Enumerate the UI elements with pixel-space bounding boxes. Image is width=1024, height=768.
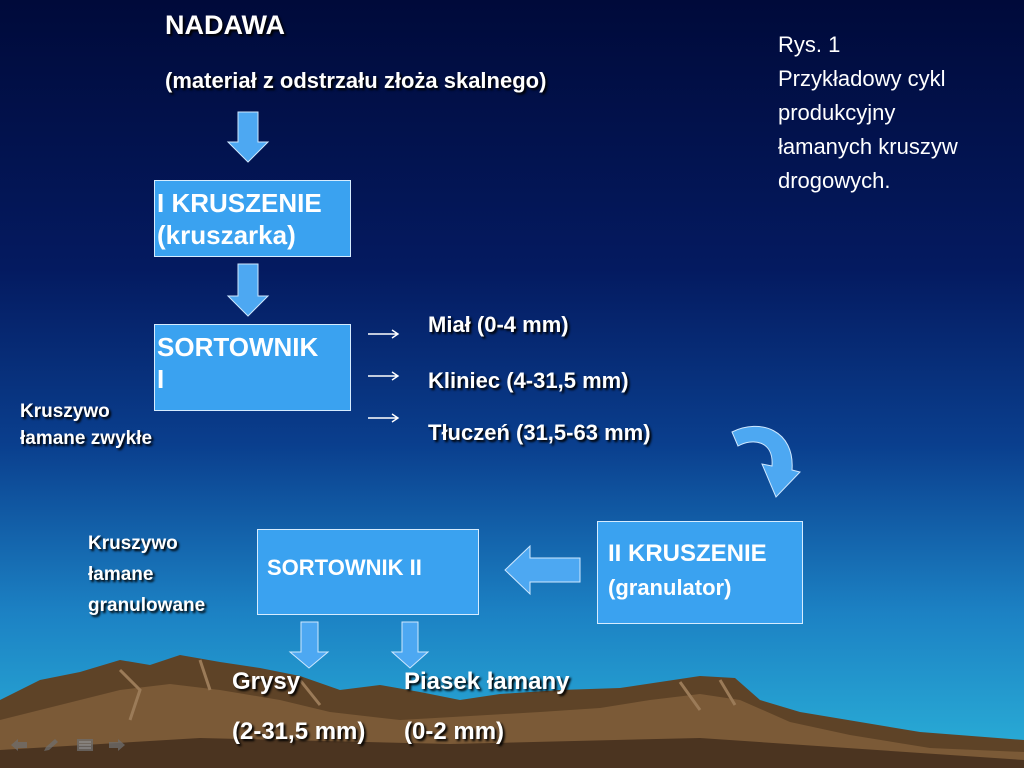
crushing-2-title: II KRUSZENIE — [608, 540, 767, 567]
arrow-left-icon[interactable] — [10, 738, 28, 752]
thin-arrow-tluczen — [368, 414, 398, 422]
crushing-2-subtitle: (granulator) — [608, 575, 732, 600]
label-line: Kruszywo — [88, 533, 178, 554]
crushing-1-title: I KRUSZENIE — [157, 188, 322, 218]
label-line: łamane — [88, 564, 154, 585]
crushing-2-box — [597, 521, 803, 624]
crushing-1-subtitle: (kruszarka) — [157, 220, 296, 250]
crushing-1-box — [154, 180, 351, 257]
output-kliniec: Kliniec (4-31,5 mm) — [428, 368, 629, 393]
curved-arrow — [732, 426, 800, 497]
caption-line: Rys. 1 — [778, 32, 841, 57]
caption-line: łamanych kruszyw — [778, 134, 958, 159]
output-tluczen: Tłuczeń (31,5-63 mm) — [428, 420, 651, 445]
page-title: NADAWA — [165, 10, 285, 40]
thin-arrow-mial — [368, 330, 398, 338]
label-ordinary-aggregate — [20, 398, 152, 452]
sorter-1-title: SORTOWNIK — [157, 332, 319, 362]
down-arrow-nadawa — [228, 112, 268, 162]
down-arrow-crush1 — [228, 264, 268, 316]
caption-line: Przykładowy cykl — [778, 66, 946, 91]
label-granulated-aggregate — [88, 528, 205, 621]
label-line: granulowane — [88, 595, 206, 616]
thin-arrow-kliniec — [368, 372, 398, 380]
menu-icon[interactable] — [76, 738, 94, 752]
pen-icon[interactable] — [42, 738, 60, 752]
sorter-2-title: SORTOWNIK II — [267, 555, 422, 580]
output-mial: Miał (0-4 mm) — [428, 312, 569, 337]
product-grysy-range: (2-31,5 mm) — [232, 718, 366, 745]
left-arrow-crush2 — [505, 546, 580, 594]
down-arrow-piasek — [392, 622, 428, 668]
product-grysy: Grysy — [232, 668, 301, 695]
figure-caption — [778, 28, 958, 198]
arrow-right-icon[interactable] — [108, 738, 126, 752]
product-piasek-range: (0-2 mm) — [404, 718, 505, 745]
caption-line: produkcyjny — [778, 100, 896, 125]
subtitle: (materiał z odstrzału złoża skalnego) — [165, 68, 547, 93]
caption-line: drogowych. — [778, 168, 891, 193]
down-arrow-grysy — [290, 622, 328, 668]
product-piasek: Piasek łamany — [404, 668, 570, 695]
label-line: Kruszywo — [20, 401, 110, 422]
sorter-2-box — [257, 529, 479, 615]
label-line: łamane zwykłe — [20, 428, 153, 449]
sorter-1-number: I — [157, 364, 165, 394]
sorter-1-box — [154, 324, 351, 411]
